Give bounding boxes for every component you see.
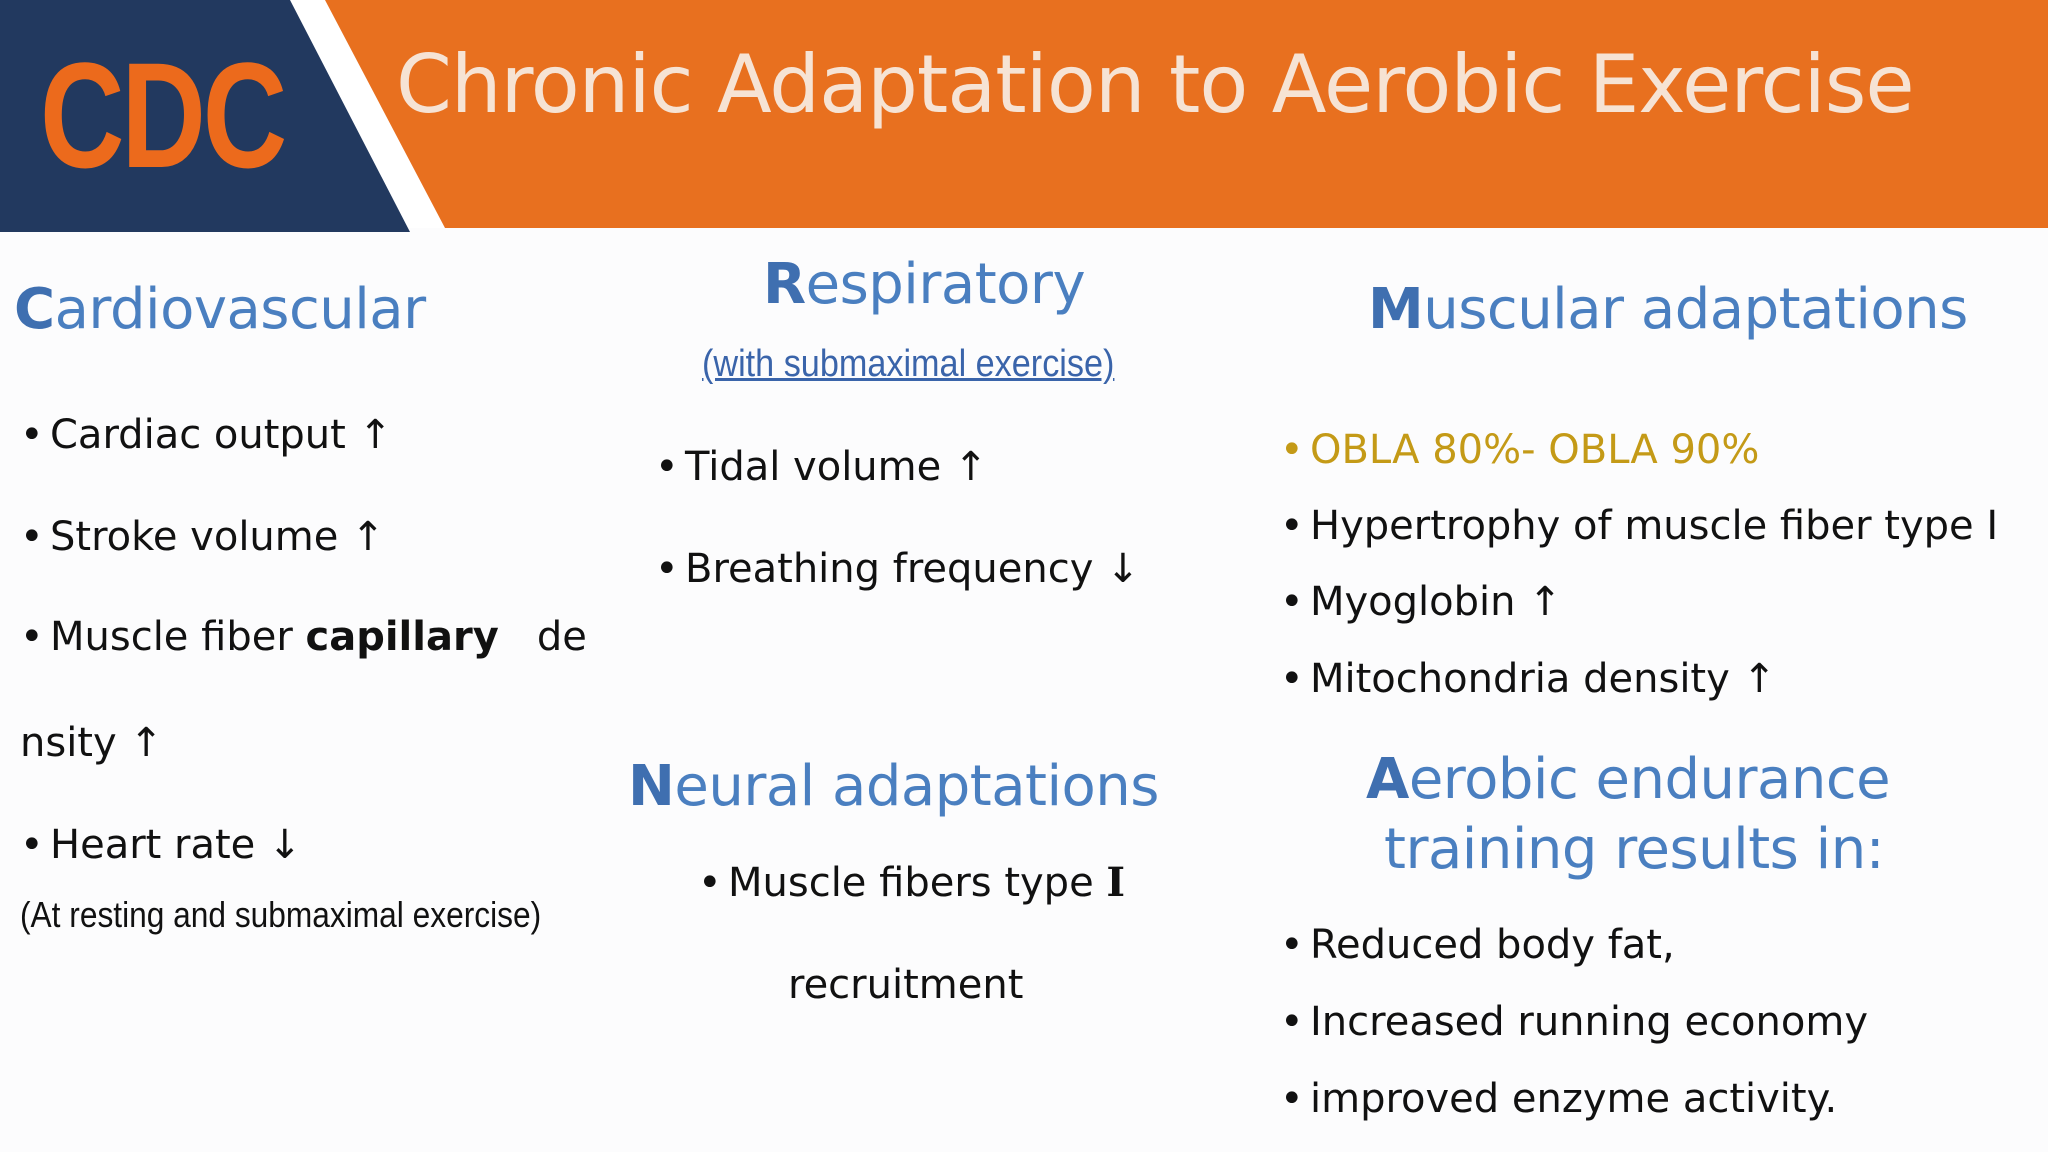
list-item: • Cardiac output ↑ [20,412,393,458]
list-item: • Tidal volume ↑ [655,444,988,490]
list-item: • Muscle fiber capillary de [20,614,587,660]
muscular-heading: Muscular adaptations [1368,277,1968,342]
list-item: • Muscle fibers type I [698,859,1126,906]
list-item: • Myoglobin ↑ [1280,579,1562,625]
cardiovascular-note: (At resting and submaximal exercise) [20,894,542,935]
list-item: • Reduced body fat, [1280,922,1675,968]
cardiovascular-heading: Cardiovascular [14,277,426,342]
list-item: • Increased running economy [1280,999,1868,1045]
list-item: • Breathing frequency ↓ [655,546,1140,592]
aerobic-heading-line2: training results in: [1384,817,1885,882]
aerobic-heading-line1: Aerobic endurance [1366,747,1891,812]
list-item-highlight: • OBLA 80%- OBLA 90% [1280,427,1760,473]
respiratory-heading: Respiratory [763,252,1086,317]
list-item: • improved enzyme activity. [1280,1076,1838,1122]
respiratory-subheading: (with submaximal exercise) [702,343,1115,385]
cdc-logo: CDC [40,31,285,199]
header-banner [0,0,2048,232]
slide-title: Chronic Adaptation to Aerobic Exercise [396,38,1914,131]
list-item: • Stroke volume ↑ [20,514,385,560]
list-item-continuation: recruitment [788,962,1024,1008]
list-item-continuation: nsity ↑ [20,720,163,766]
list-item: • Hypertrophy of muscle fiber type I [1280,503,1999,549]
neural-heading: Neural adaptations [628,754,1159,819]
list-item: • Mitochondria density ↑ [1280,656,1777,702]
list-item: • Heart rate ↓ [20,822,302,868]
